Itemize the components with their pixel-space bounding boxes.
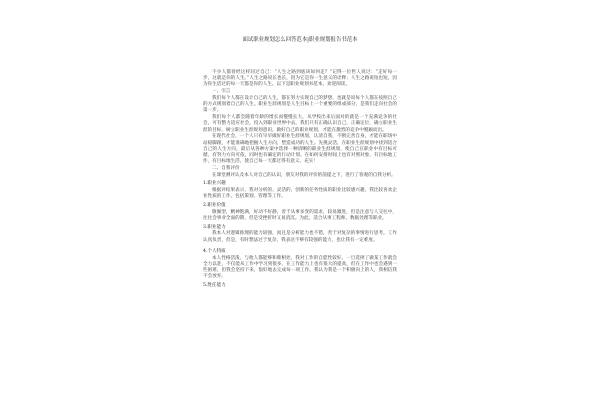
section-subheading: 4.个人特质 [203,248,226,254]
body-paragraph: 根据评结果表示，我对分析的、灵活的、创新的任务性质的职业比较感兴趣，我比较喜欢企业性质的工作，包括策划、管理等工作。 [203,188,397,200]
section-subheading: 1.职业兴趣 [203,181,226,187]
body-paragraph: 在课堂测评认及本人对自己的认识，朋友对我的评价的前提之下，进行了客观的自我分析。 [212,172,396,178]
body-paragraph: 本人性格活泼，与他人都能够和睦相处，我对工作的自愿性较好。一旦选择了做某工作就会全力以赴，不仅能从工作中学习到很多，在工作能力上也有很大的提高，但在工作中也会遇到一些困难，但我会坚持下来，很好地去完成每一项工作。我认为我是一个积极向上的人，我相信我不会放弃。 [203,255,397,280]
body-paragraph: 不少人都曾经这样问过自己：“人生之路到底该如何走？”记得一位哲人说过：“走好每一步，这就是你的人生。”人生之路说长也长，因为它是你一生意义的诠释；人生之路说短也短，因为你生活过的每一天都是你的人生。以下是职业规划书范本，欢迎阅读。 [203,70,397,88]
body-paragraph: 在现代社会，一个人只有早早做好职业生涯规划，认清自我，不断完善自身，才能在职场中站稳脚跟，才能准确地把握人生方向，塑造成功的人生。先挑灵活，在职业生涯规划中找到适合自己的人生方向，最后从各种方案中选择一种清晰的职业生涯规划，使自己在职业中有目标可循，有努力方向可依，同时也有确定的行动计划。在如何安排时间上也有对照对象，有目标地工作，有目标地生活，使自己每一天都过得有意义、充实！ [203,134,397,165]
body-paragraph: 我们每个人都在设计自己的人生，都在努力实现自己的梦想，也就是说每个人都在按照自己的方式规划着自己的人生。职业生涯规划是人生目标上一个重要的组成部分，是我们走向社会的第一步。 [203,96,397,114]
document-body [203,70,397,290]
section-subheading: 5.胜任能力 [203,282,226,288]
section-subheading: 2.职业价值 [203,203,226,208]
body-paragraph: 敬佩型，精神饱满，好动不好静，善于从事多变的需求，较易激进，但是注意与人交往中，往往会事业全面的期，但是受挫折时又易消沉。为此，适合从事工程师，数据处理等职业。 [203,209,397,221]
section-heading: 一、引言 [212,89,231,95]
section-subheading: 3.职业能力 [203,224,226,230]
body-paragraph: 我们每个人都会随着年龄的增长而慢慢长大，从学校出来后面对的就是一个充满竞争的社会，可有整力适应社会，投入到职业世界中去。我们只有正确认识自己，正确定位，确立职业生涯的目标，树立职业生涯规划意识，做好自己的职业规划，才能在激烈的竞争中脱颖而出。 [203,115,397,133]
body-paragraph: 我本人对逻辑推理的能力较强，而且是分析能力也不错，善于对复杂的事情进行思考。工作认真负责，但是，有时想法过于复杂，我表达不够有较强的能力，也让我有一定难度。 [203,231,397,243]
section-heading: 二、自我评价 [212,166,240,172]
document-title: 面试职业规划怎么回答范本|职业规划报告书范本 [242,37,358,43]
